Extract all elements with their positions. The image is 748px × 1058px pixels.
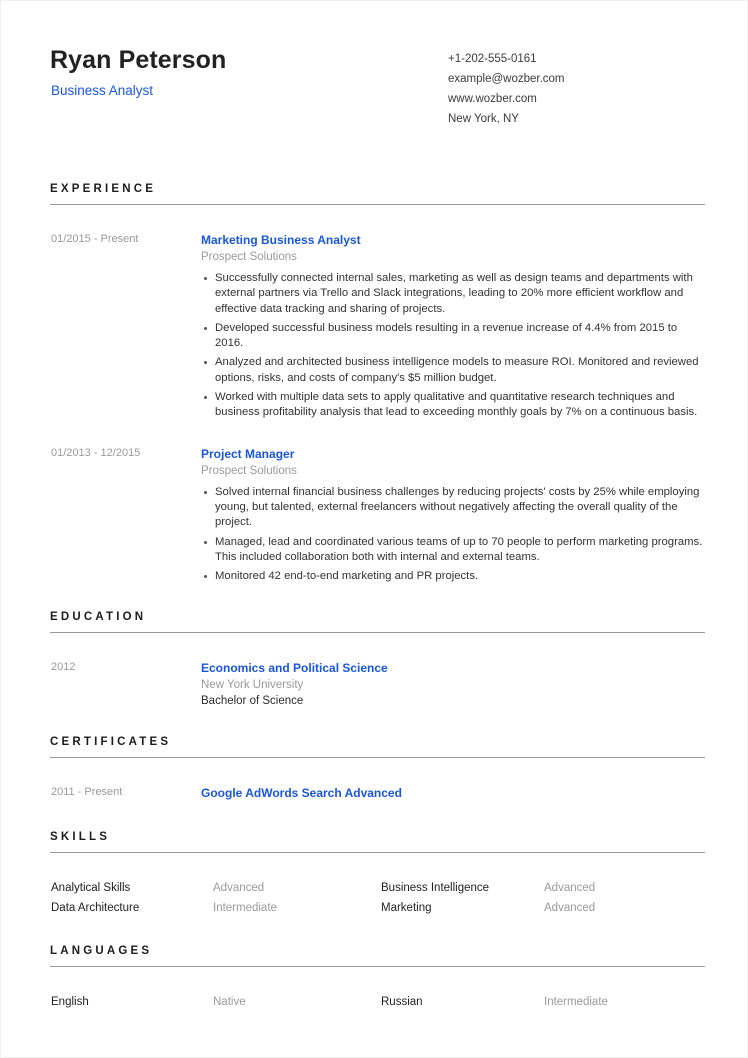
language-level: Intermediate [544,996,608,1008]
entry-date: 2012 [51,661,76,673]
skill-level: Intermediate [213,902,277,914]
skills-row [50,878,705,898]
section-title-languages: LANGUAGES [50,945,153,957]
experience-entry [50,232,705,421]
certificate-entry [50,785,705,801]
bullet-item: Worked with multiple data sets to apply qualitative and quantitative research techniques and business profitability analysis that lead to exceeding monthly goals by 7% on a continuous basis. [201,390,705,421]
section-title-skills: SKILLS [50,831,111,843]
bullet-item: Successfully connected internal sales, marketing as well as design teams and departments with external partners via Trello and Slack integrations, leading to 20% more efficient workflow and effective data tracking and sharing of projects. [201,271,705,317]
skill-level: Advanced [213,882,265,894]
section-languages [50,945,705,1012]
skills-row [50,898,705,918]
section-education [50,611,705,709]
section-title-certificates: CERTIFICATES [50,736,172,748]
entry-institution: New York University [201,679,304,691]
entry-bullets [201,271,705,421]
candidate-job-title: Business Analyst [51,83,154,98]
section-divider [50,632,705,633]
section-skills [50,831,705,918]
section-divider [50,204,705,205]
contact-location: New York, NY [448,113,519,125]
entry-bullets [201,485,705,585]
bullet-item: Managed, lead and coordinated various teams of up to 70 people to perform marketing programs. This included collaboration both with internal and external teams. [201,535,705,566]
section-title-education: EDUCATION [50,611,147,623]
entry-date: 2011 - Present [51,786,123,798]
section-experience [50,183,705,588]
language-name: Russian [381,996,423,1008]
contact-phone: +1-202-555-0161 [448,53,537,65]
contact-info [448,49,708,129]
entry-body [201,660,705,709]
section-divider [50,852,705,853]
skill-name: Analytical Skills [51,882,131,894]
resume-header [50,41,705,141]
contact-email: example@wozber.com [448,73,565,85]
experience-entry [50,446,705,585]
skill-name: Data Architecture [51,902,140,914]
entry-title: Project Manager [201,446,295,461]
section-divider [50,966,705,967]
skill-name: Marketing [381,902,432,914]
entry-body [201,232,705,421]
languages-row [50,992,705,1012]
entry-title: Marketing Business Analyst [201,233,361,247]
candidate-name: Ryan Peterson [50,46,227,74]
section-divider [50,757,705,758]
entry-body [201,785,705,801]
entry-body [201,446,705,585]
contact-website: www.wozber.com [448,93,537,105]
entry-title: Google AdWords Search Advanced [201,786,402,800]
bullet-item: Solved internal financial business challenges by reducing projects' costs by 25% while employing young, but talented, external freelancers without negatively affecting the overall quality of the project. [201,485,705,531]
language-level: Native [213,996,246,1008]
bullet-item: Monitored 42 end-to-end marketing and PR projects. [201,569,705,584]
entry-company: Prospect Solutions [201,464,297,477]
languages-grid [50,992,705,1012]
entry-degree: Bachelor of Science [201,695,304,707]
bullet-item: Analyzed and architected business intelligence models to measure ROI. Monitored and reviewed options, risks, and costs of company's $5 million budget. [201,355,705,386]
entry-degree-field: Economics and Political Science [201,661,388,675]
education-entry [50,660,705,709]
language-name: English [51,996,89,1008]
bullet-item: Developed successful business models resulting in a revenue increase of 4.4% from 2015 to 2016. [201,321,705,352]
skill-level: Advanced [544,882,596,894]
skill-name: Business Intelligence [381,882,490,894]
skills-grid [50,878,705,918]
entry-company: Prospect Solutions [201,251,297,263]
skill-level: Advanced [544,902,596,914]
section-title-experience: EXPERIENCE [50,183,157,195]
section-certificates [50,736,705,801]
entry-date: 01/2013 - 12/2015 [51,446,141,459]
entry-date: 01/2015 - Present [51,233,139,245]
